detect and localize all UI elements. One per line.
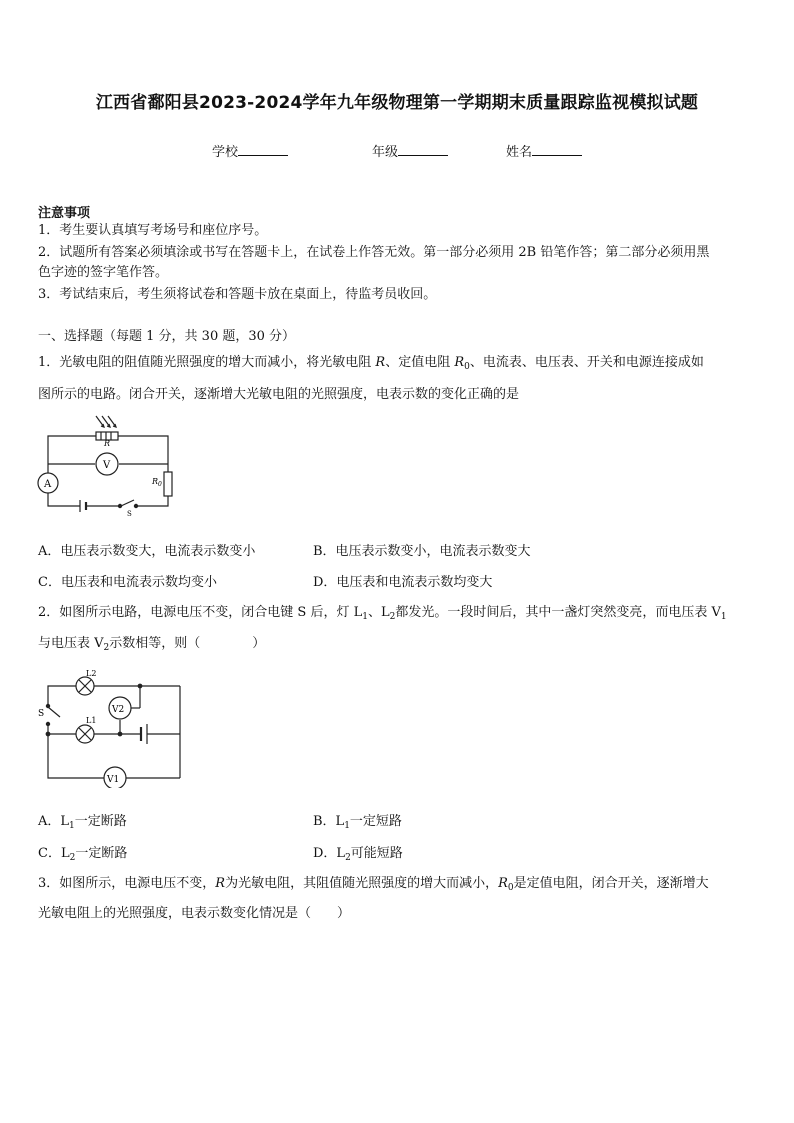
q1-option-c[interactable]: C．电压表和电流表示数均变小 [38,575,217,590]
q2-line-1: 2．如图所示电路，电源电压不变，闭合电键 S 后，灯 $L_1$、$L_2$都发光。一段时间后，其中一盏灯突然变亮，而电压表 $V_1$ [38,605,727,622]
grade-label: 年级 [372,145,399,160]
q2-fig-v1-label: V1 [107,775,120,785]
q2-fig-l2-label: L2 [86,669,97,678]
q1-fig-switch-label: S [127,510,132,518]
grade-field [372,141,448,160]
school-field [212,141,288,160]
notice-heading: 注意事项 [38,206,91,221]
q1-option-d[interactable]: D．电压表和电流表示数均变大 [313,575,493,590]
q3-line-2: 光敏电阻上的光照强度，电表示数变化情况是（ ） [38,906,351,921]
page-title: 江西省鄱阳县2023-2024学年九年级物理第一学期期末质量跟踪监视模拟试题 [95,93,699,113]
q1-fig-r-label: R [104,439,111,448]
school-label: 学校 [212,145,239,160]
q2-fig-v2-label: V2 [112,705,125,715]
name-label: 姓名 [506,145,533,160]
q2-option-b[interactable]: B．$L_1$一定短路 [313,814,402,831]
name-field [506,141,582,160]
section-heading: 一、选择题（每题 1 分，共 30 题，30 分） [38,329,296,344]
q2-circuit-diagram [36,666,186,788]
q1-line-1: 1．光敏电阻的阻值随光照强度的增大而减小，将光敏电阻 R、定值电阻 $R_0$、电流表、电压表、开关和电源连接成如 [38,355,704,372]
q1-line-2: 图所示的电路。闭合开关，逐渐增大光敏电阻的光照强度，电表示数的变化正确的是 [38,387,520,402]
notice-item-2-cont: 色字迹的签字笔作答。 [38,265,169,280]
q1-circuit-diagram [30,412,190,522]
q3-line-1: 3．如图所示，电源电压不变，R为光敏电阻，其阻值随光照强度的增大而减小，$R_0$是定值电阻，闭合开关，逐渐增大 [38,876,709,893]
q1-fig-ammeter-label: A [44,479,52,490]
q2-option-c[interactable]: C．$L_2$一定断路 [38,846,128,863]
q2-fig-switch-label: S [38,709,45,719]
q1-fig-r0-label: $R_0$ [152,477,162,488]
q2-fig-l1-label: L1 [86,716,97,725]
q2-option-a[interactable]: A．$L_1$一定断路 [38,814,127,831]
school-blank[interactable] [238,142,288,156]
q2-line-2: 与电压表 $V_2$示数相等，则（ ） [38,636,266,653]
name-blank[interactable] [532,142,582,156]
grade-blank[interactable] [398,142,448,156]
q1-fig-voltmeter-label: V [103,460,111,471]
q1-option-b[interactable]: B．电压表示数变小，电流表示数变大 [313,544,531,559]
notice-item-3: 3．考试结束后，考生须将试卷和答题卡放在桌面上，待监考员收回。 [38,287,437,302]
q1-option-a[interactable]: A．电压表示数变大，电流表示数变小 [38,544,256,559]
notice-item-2: 2．试题所有答案必须填涂或书写在答题卡上，在试卷上作答无效。第一部分必须用 2B 铅笔作答；第二部分必须用黑 [38,245,710,260]
notice-item-1: 1．考生要认真填写考场号和座位序号。 [38,223,268,238]
q2-option-d[interactable]: D．$L_2$可能短路 [313,846,403,863]
